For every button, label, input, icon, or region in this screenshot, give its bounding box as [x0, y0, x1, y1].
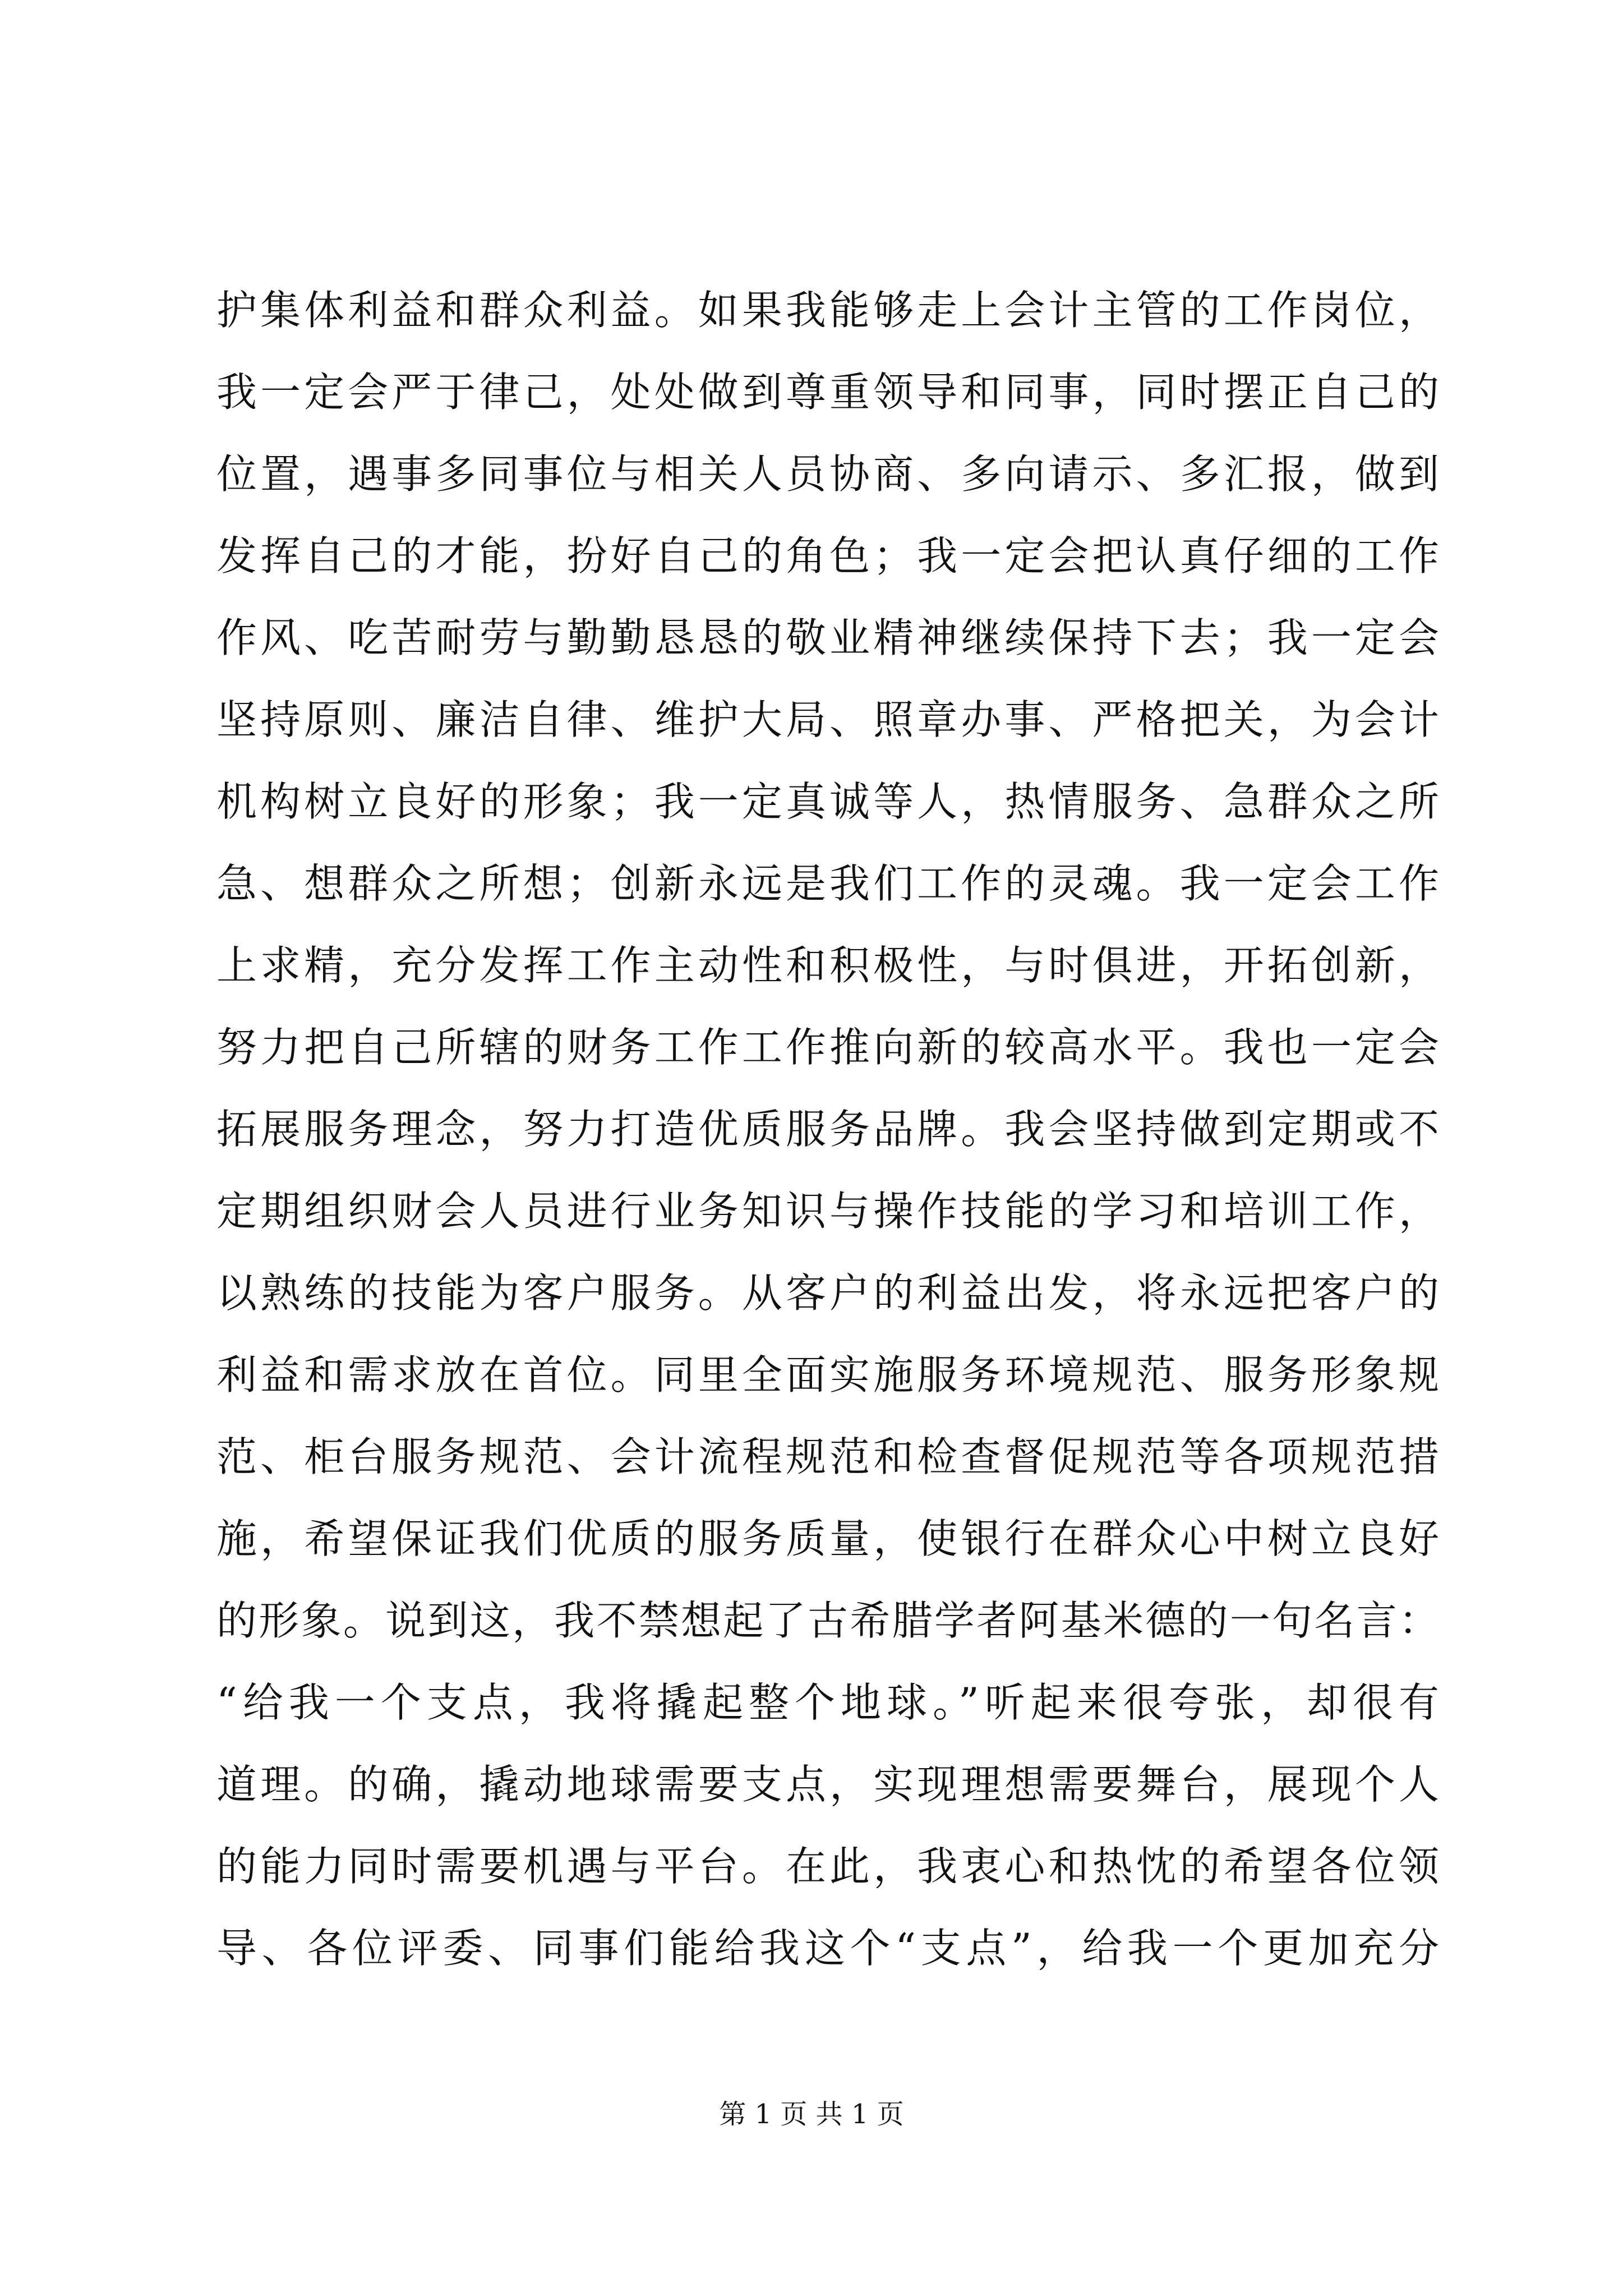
text-line: “给我一个支点，我将撬起整个地球。”听起来很夸张，却很有	[216, 1679, 1439, 1726]
text-line: 护集体利益和群众利益。如果我能够走上会计主管的工作岗位，	[216, 287, 1439, 334]
text-line: 我一定会严于律己，处处做到尊重领导和同事，同时摆正自己的	[216, 369, 1439, 416]
text-line: 发挥自己的才能，扮好自己的角色；我一定会把认真仔细的工作	[216, 532, 1439, 579]
page-number: 第 1 页 共 1 页	[719, 2099, 904, 2130]
body-text	[216, 269, 1439, 1989]
text-line: 努力把自己所辖的财务工作工作推向新的较高水平。我也一定会	[216, 1024, 1439, 1071]
text-line: 坚持原则、廉洁自律、维护大局、照章办事、严格把关，为会计	[216, 696, 1439, 743]
text-line: 上求精，充分发挥工作主动性和积极性，与时俱进，开拓创新，	[216, 942, 1439, 989]
text-line: 导、各位评委、同事们能给我这个“支点”，给我一个更加充分	[216, 1925, 1439, 1972]
page-footer	[0, 2096, 1623, 2132]
text-line: 的形象。说到这，我不禁想起了古希腊学者阿基米德的一句名言：	[216, 1597, 1439, 1644]
text-line: 作风、吃苦耐劳与勤勤恳恳的敬业精神继续保持下去；我一定会	[216, 614, 1439, 661]
text-line: 以熟练的技能为客户服务。从客户的利益出发，将永远把客户的	[216, 1269, 1439, 1317]
text-line: 的能力同时需要机遇与平台。在此，我衷心和热忱的希望各位领	[216, 1843, 1439, 1890]
text-line: 拓展服务理念，努力打造优质服务品牌。我会坚持做到定期或不	[216, 1106, 1439, 1153]
text-line: 定期组织财会人员进行业务知识与操作技能的学习和培训工作，	[216, 1188, 1439, 1235]
text-line: 范、柜台服务规范、会计流程规范和检查督促规范等各项规范措	[216, 1433, 1439, 1480]
text-line: 道理。的确，撬动地球需要支点，实现理想需要舞台，展现个人	[216, 1761, 1439, 1808]
text-line: 急、想群众之所想；创新永远是我们工作的灵魂。我一定会工作	[216, 860, 1439, 907]
text-line: 位置，遇事多同事位与相关人员协商、多向请示、多汇报，做到	[216, 450, 1439, 498]
text-line: 机构树立良好的形象；我一定真诚等人，热情服务、急群众之所	[216, 778, 1439, 825]
text-line: 施，希望保证我们优质的服务质量，使银行在群众心中树立良好	[216, 1515, 1439, 1562]
text-line: 利益和需求放在首位。同里全面实施服务环境规范、服务形象规	[216, 1351, 1439, 1398]
